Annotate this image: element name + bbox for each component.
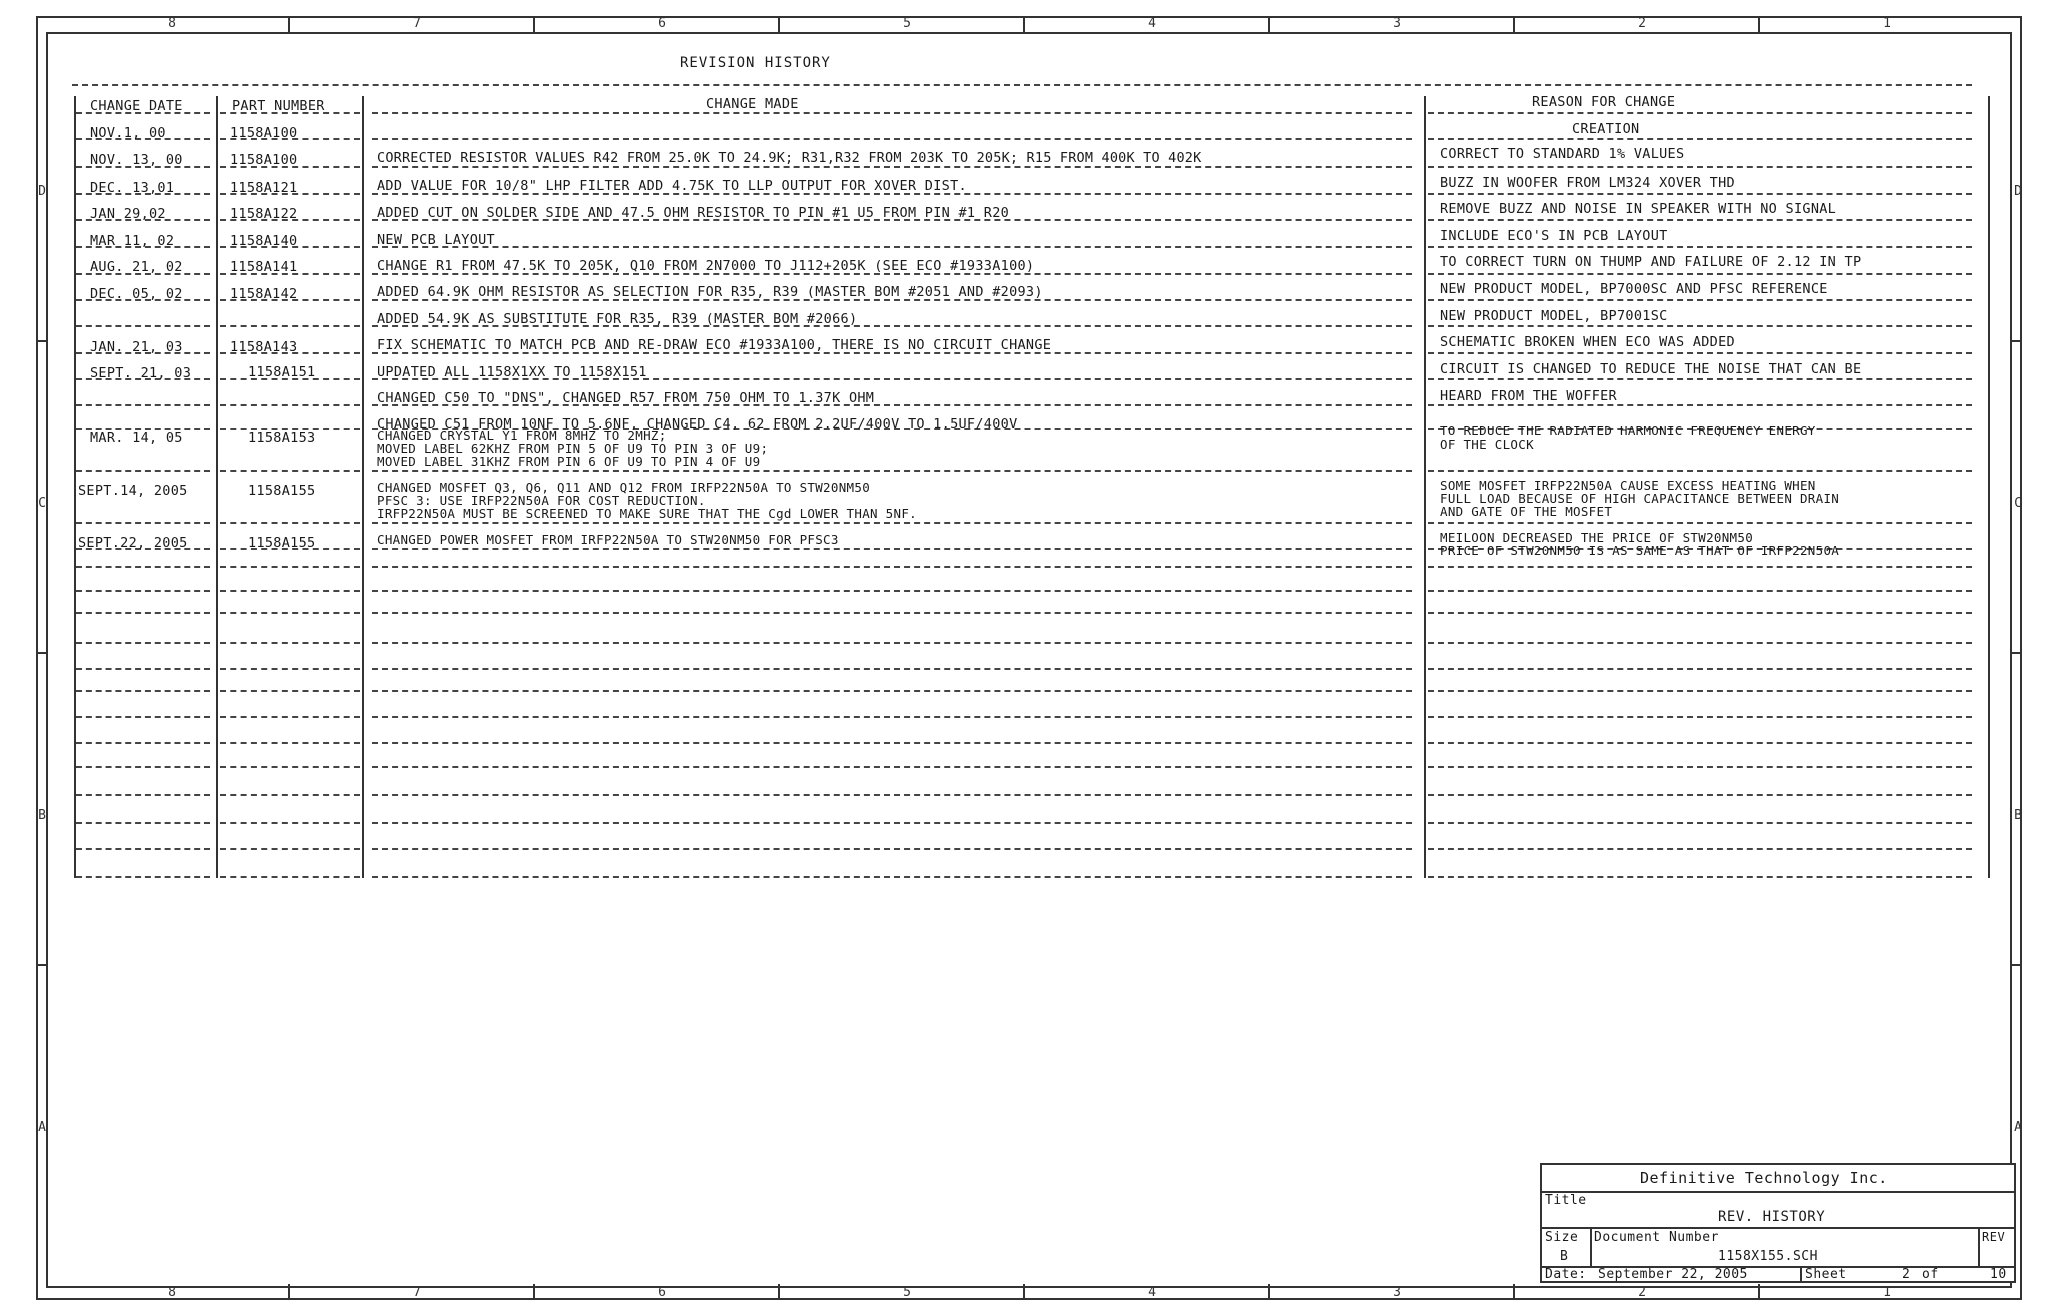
zone-bottom-3: 3 [1393, 1285, 1401, 1300]
row-rule [1428, 299, 1972, 301]
row-rule [220, 690, 360, 692]
row-reason: PRICE OF STW20NM50 IS AS SAME AS THAT OF IRFP22N50A [1440, 543, 1840, 558]
row-date: SEPT.22, 2005 [78, 535, 188, 551]
row-rule [372, 766, 1412, 768]
zone-tick [36, 964, 46, 966]
row-change: MOVED LABEL 31KHZ FROM PIN 6 OF U9 TO PIN 4 OF U9 [377, 454, 761, 469]
zone-bottom-8: 8 [168, 1285, 176, 1300]
row-rule [372, 246, 1412, 248]
row-rule [76, 876, 210, 878]
row-change: CHANGE R1 FROM 47.5K TO 205K, Q10 FROM 2N7000 TO J112+205K (SEE ECO #1933A100) [377, 258, 1035, 274]
row-rule [220, 522, 360, 524]
row-rule [1428, 822, 1972, 824]
row-rule [76, 522, 210, 524]
column-separator [1424, 96, 1426, 878]
row-rule [220, 566, 360, 568]
row-part: 1158A122 [230, 206, 298, 222]
row-rule [372, 716, 1412, 718]
row-reason: NEW PRODUCT MODEL, BP7001SC [1440, 308, 1668, 324]
row-change: CHANGED POWER MOSFET FROM IRFP22N50A TO STW20NM50 FOR PFSC3 [377, 532, 839, 547]
row-change: MOVED LABEL 62KHZ FROM PIN 5 OF U9 TO PIN 3 OF U9; [377, 441, 769, 456]
row-reason: FULL LOAD BECAUSE OF HIGH CAPACITANCE BETWEEN DRAIN [1440, 491, 1840, 506]
row-reason: INCLUDE ECO'S IN PCB LAYOUT [1440, 228, 1668, 244]
row-part: 1158A140 [230, 233, 298, 249]
row-rule [76, 690, 210, 692]
row-reason: NEW PRODUCT MODEL, BP7000SC AND PFSC REFERENCE [1440, 281, 1828, 297]
title-block-divider [1590, 1227, 1592, 1267]
zone-top-1: 1 [1883, 16, 1891, 31]
row-rule [1428, 716, 1972, 718]
row-rule [76, 404, 210, 406]
header-change-date: CHANGE DATE [90, 98, 183, 114]
column-separator [1988, 96, 1990, 878]
row-rule [76, 742, 210, 744]
title-value: REV. HISTORY [1718, 1209, 1826, 1225]
row-change: CHANGED C51 FROM 10NF TO 5.6NF, CHANGED C4, 62 FROM 2.2UF/400V TO 1.5UF/400V [377, 416, 1018, 432]
row-rule [220, 112, 360, 114]
row-rule [372, 548, 1412, 550]
row-rule [220, 822, 360, 824]
title-block-divider [1800, 1266, 1802, 1283]
row-rule [372, 794, 1412, 796]
row-change: UPDATED ALL 1158X1XX TO 1158X151 [377, 364, 647, 380]
zone-bottom-4: 4 [1148, 1285, 1156, 1300]
document-number-label: Document Number [1594, 1230, 1719, 1245]
zone-tick [778, 16, 780, 32]
row-change: FIX SCHEMATIC TO MATCH PCB AND RE-DRAW ECO #1933A100, THERE IS NO CIRCUIT CHANGE [377, 337, 1052, 353]
row-change: ADDED CUT ON SOLDER SIDE AND 47.5 OHM RESISTOR TO PIN #1 U5 FROM PIN #1 R20 [377, 205, 1010, 221]
row-rule [76, 642, 210, 644]
row-rule [220, 404, 360, 406]
zone-left-C: C [38, 496, 46, 511]
row-part: 1158A121 [230, 180, 298, 196]
zone-right-C: C [2014, 496, 2022, 511]
zone-right-A: A [2014, 1120, 2022, 1135]
row-date: NOV. 13, 00 [90, 152, 183, 168]
row-rule [1428, 612, 1972, 614]
row-change: PFSC 3: USE IRFP22N50A FOR COST REDUCTION. [377, 493, 706, 508]
row-date: DEC. 13,01 [90, 180, 175, 196]
row-rule [1428, 112, 1972, 114]
row-date: NOV.1, 00 [90, 125, 166, 141]
row-rule [220, 642, 360, 644]
row-rule [1428, 470, 1972, 472]
column-separator [362, 96, 364, 878]
column-separator [216, 96, 218, 878]
row-part: 1158A141 [230, 259, 298, 275]
row-rule [76, 566, 210, 568]
row-part: 1158A143 [230, 339, 298, 355]
row-rule [1428, 378, 1972, 380]
row-rule [372, 470, 1412, 472]
row-rule [1428, 590, 1972, 592]
row-rule [76, 822, 210, 824]
zone-bottom-1: 1 [1883, 1285, 1891, 1300]
header-part-number: PART NUMBER [232, 98, 325, 114]
sheet-label: Sheet [1805, 1267, 1847, 1282]
row-rule [220, 590, 360, 592]
row-change: CHANGED MOSFET Q3, Q6, Q11 AND Q12 FROM IRFP22N50A TO STW20NM50 [377, 480, 871, 495]
row-date: MAR 11, 02 [90, 233, 175, 249]
row-rule [76, 848, 210, 850]
row-part: 1158A100 [230, 152, 298, 168]
row-rule [1428, 352, 1972, 354]
row-rule [372, 690, 1412, 692]
zone-tick [1023, 1284, 1025, 1300]
zone-left-B: B [38, 808, 46, 823]
row-rule [1428, 273, 1972, 275]
row-part: 1158A153 [248, 430, 316, 446]
row-rule [220, 716, 360, 718]
row-rule [372, 742, 1412, 744]
row-rule [1428, 566, 1972, 568]
row-reason: REMOVE BUZZ AND NOISE IN SPEAKER WITH NO SIGNAL [1440, 201, 1837, 217]
column-separator [74, 96, 76, 878]
zone-top-6: 6 [658, 16, 666, 31]
row-rule [1428, 848, 1972, 850]
row-rule [1428, 742, 1972, 744]
row-rule [372, 668, 1412, 670]
row-rule [1428, 166, 1972, 168]
row-rule [76, 766, 210, 768]
row-reason: AND GATE OF THE MOSFET [1440, 504, 1613, 519]
row-date: JAN 29,02 [90, 206, 166, 222]
row-rule [220, 325, 360, 327]
row-rule [1428, 766, 1972, 768]
document-number-value: 1158X155.SCH [1718, 1249, 1818, 1264]
row-rule [220, 766, 360, 768]
row-reason: SCHEMATIC BROKEN WHEN ECO WAS ADDED [1440, 334, 1735, 350]
row-reason: BUZZ IN WOOFER FROM LM324 XOVER THD [1440, 175, 1735, 191]
zone-top-5: 5 [903, 16, 911, 31]
header-reason: REASON FOR CHANGE [1532, 94, 1676, 110]
zone-tick [288, 1284, 290, 1300]
row-rule [1428, 404, 1972, 406]
row-part: 1158A155 [248, 535, 316, 551]
row-rule [220, 876, 360, 878]
row-change: ADDED 64.9K OHM RESISTOR AS SELECTION FOR R35, R39 (MASTER BOM #2051 AND #2093) [377, 284, 1043, 300]
zone-tick [36, 340, 46, 342]
row-rule [372, 876, 1412, 878]
row-change: CHANGED C50 TO "DNS", CHANGED R57 FROM 750 OHM TO 1.37K OHM [377, 390, 875, 406]
row-rule [76, 112, 210, 114]
row-date: AUG. 21, 02 [90, 259, 183, 275]
row-change: CORRECTED RESISTOR VALUES R42 FROM 25.0K TO 24.9K; R31,R32 FROM 203K TO 205K; R15 FROM 400K TO 402K [377, 150, 1202, 166]
row-change: ADDED 54.9K AS SUBSTITUTE FOR R35, R39 (MASTER BOM #2066) [377, 311, 858, 327]
row-reason: CIRCUIT IS CHANGED TO REDUCE THE NOISE THAT CAN BE [1440, 361, 1862, 377]
date-value: September 22, 2005 [1598, 1267, 1748, 1282]
zone-top-7: 7 [413, 16, 421, 31]
zone-tick [36, 652, 46, 654]
row-rule [1428, 246, 1972, 248]
row-rule [372, 166, 1412, 168]
row-rule [372, 590, 1412, 592]
title-block [1540, 1163, 2016, 1283]
rev-label: REV [1982, 1230, 2006, 1244]
zone-top-8: 8 [168, 16, 176, 31]
zone-tick [533, 16, 535, 32]
row-rule [372, 522, 1412, 524]
zone-left-D: D [38, 184, 46, 199]
row-reason: TO CORRECT TURN ON THUMP AND FAILURE OF 2.12 IN TP [1440, 254, 1862, 270]
zone-tick [533, 1284, 535, 1300]
row-rule [1428, 794, 1972, 796]
row-reason: SOME MOSFET IRFP22N50A CAUSE EXCESS HEATING WHEN [1440, 478, 1816, 493]
zone-tick [778, 1284, 780, 1300]
row-rule [372, 822, 1412, 824]
row-rule [76, 470, 210, 472]
row-rule [76, 716, 210, 718]
size-value: B [1560, 1249, 1569, 1264]
row-rule [1428, 690, 1972, 692]
row-reason: OF THE CLOCK [1440, 437, 1534, 452]
row-rule [220, 742, 360, 744]
row-part: 1158A151 [248, 364, 316, 380]
title-block-divider [1542, 1191, 2014, 1193]
zone-tick [1758, 16, 1760, 32]
row-rule [76, 325, 210, 327]
row-date: DEC. 05, 02 [90, 286, 183, 302]
zone-tick [288, 16, 290, 32]
row-rule [372, 848, 1412, 850]
zone-bottom-6: 6 [658, 1285, 666, 1300]
zone-top-4: 4 [1148, 16, 1156, 31]
zone-tick [1023, 16, 1025, 32]
row-rule [76, 590, 210, 592]
row-rule [76, 612, 210, 614]
zone-tick [1758, 1284, 1760, 1300]
row-rule [1428, 325, 1972, 327]
zone-tick [1513, 1284, 1515, 1300]
row-rule [372, 642, 1412, 644]
row-rule [220, 848, 360, 850]
row-rule [1428, 219, 1972, 221]
row-change: NEW PCB LAYOUT [377, 232, 495, 248]
zone-top-2: 2 [1638, 16, 1646, 31]
zone-tick [2012, 964, 2022, 966]
row-change: IRFP22N50A MUST BE SCREENED TO MAKE SURE THAT THE Cgd LOWER THAN 5NF. [377, 506, 917, 521]
row-reason: CORRECT TO STANDARD 1% VALUES [1440, 146, 1685, 162]
row-change: CHANGED CRYSTAL Y1 FROM 8MHZ TO 2MHZ; [377, 428, 667, 443]
revision-history-title: REVISION HISTORY [680, 55, 831, 71]
title-block-divider [1542, 1227, 2014, 1229]
row-rule [1428, 876, 1972, 878]
row-part: 1158A155 [248, 483, 316, 499]
row-date: SEPT. 21, 03 [90, 365, 192, 381]
row-rule [220, 668, 360, 670]
row-rule [372, 138, 1412, 140]
of-label: of [1922, 1267, 1939, 1282]
row-part: 1158A142 [230, 286, 298, 302]
date-label: Date: [1545, 1267, 1587, 1282]
row-rule [1428, 138, 1972, 140]
size-label: Size [1545, 1230, 1579, 1245]
of-value: 10 [1990, 1267, 2007, 1282]
zone-bottom-7: 7 [413, 1285, 421, 1300]
row-rule [220, 794, 360, 796]
zone-tick [1513, 16, 1515, 32]
row-rule [1428, 522, 1972, 524]
zone-tick [2012, 652, 2022, 654]
row-change: ADD VALUE FOR 10/8" LHP FILTER ADD 4.75K TO LLP OUTPUT FOR XOVER DIST. [377, 178, 967, 194]
row-rule [76, 668, 210, 670]
row-rule [372, 112, 1412, 114]
row-reason: MEILOON DECREASED THE PRICE OF STW20NM50 [1440, 530, 1754, 545]
zone-right-B: B [2014, 808, 2022, 823]
zone-tick [1268, 16, 1270, 32]
row-date: MAR. 14, 05 [90, 430, 183, 446]
row-rule [76, 794, 210, 796]
row-rule [372, 612, 1412, 614]
zone-top-3: 3 [1393, 16, 1401, 31]
title-block-divider [1978, 1227, 1980, 1267]
row-part: 1158A100 [230, 125, 298, 141]
row-rule [220, 612, 360, 614]
row-rule [1428, 668, 1972, 670]
row-reason: HEARD FROM THE WOFFER [1440, 388, 1617, 404]
row-date: SEPT.14, 2005 [78, 483, 188, 499]
zone-bottom-2: 2 [1638, 1285, 1646, 1300]
title-label: Title [1545, 1193, 1587, 1208]
company-name: Definitive Technology Inc. [1640, 1169, 1888, 1187]
zone-tick [2012, 340, 2022, 342]
row-rule [372, 566, 1412, 568]
row-rule [1428, 642, 1972, 644]
header-rule [72, 84, 1972, 86]
row-reason: CREATION [1572, 121, 1640, 137]
sheet-value: 2 [1902, 1267, 1911, 1282]
zone-right-D: D [2014, 184, 2022, 199]
zone-bottom-5: 5 [903, 1285, 911, 1300]
row-reason: TO REDUCE THE RADIATED HARMONIC FREQUENCY ENERGY [1440, 423, 1816, 438]
zone-left-A: A [38, 1120, 46, 1135]
header-change-made: CHANGE MADE [706, 96, 799, 112]
zone-tick [1268, 1284, 1270, 1300]
row-rule [1428, 193, 1972, 195]
row-date: JAN. 21, 03 [90, 339, 183, 355]
row-rule [220, 470, 360, 472]
